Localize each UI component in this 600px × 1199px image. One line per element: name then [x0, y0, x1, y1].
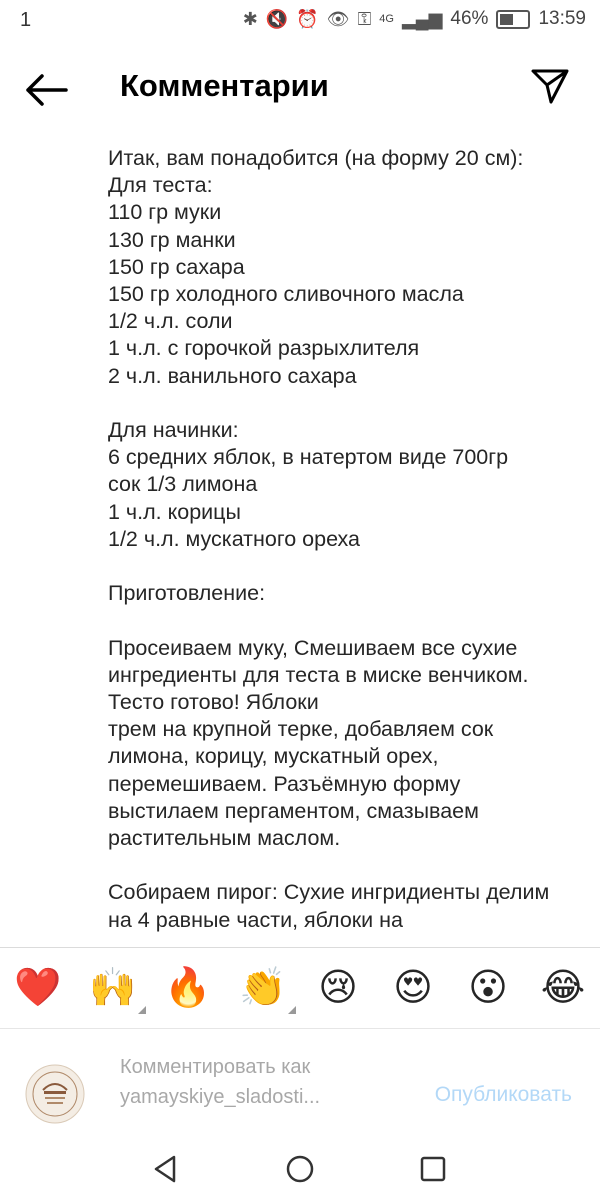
surprised-face-icon: 😮	[468, 965, 508, 1009]
raised-hands-icon: 🙌	[89, 965, 137, 1009]
nav-recents-button[interactable]	[415, 1151, 451, 1187]
clapping-hands-icon: 👏	[239, 965, 287, 1009]
avatar	[25, 1064, 85, 1124]
circle-home-icon	[282, 1151, 318, 1187]
clock: 13:59	[538, 8, 586, 29]
header	[0, 40, 600, 135]
fire-icon: 🔥	[164, 965, 212, 1009]
crying-face-icon: 😢	[318, 965, 358, 1009]
key-icon: ⚿	[357, 8, 372, 29]
battery-icon	[496, 10, 530, 29]
comment-input[interactable]	[120, 1052, 400, 1122]
heart-icon: ❤️	[14, 965, 62, 1009]
comment-text: Итак, вам понадобится (на форму 20 см): Для теста: 110 гр муки 130 гр манки 150 гр сахара 150 гр холодного сливочного масла 1/2 ч.л. соли 1 ч.л. с горочкой разрыхлителя 2 ч.л. ванильного сахара Для начинки: 6 средних яблок, в натертом виде 700гр сок 1/3 лимона 1 ч.л. корицы 1/2 ч.л. мускатного ореха Приготовление: Просеиваем муку, Смешиваем все сухие ингредиенты для теста в миске венчиком. Тесто готово! Яблоки трем на крупной терке, добавляем сок лимона, корицу, мускатный орех, перемешиваем. Разъёмную форму выстилаем пергаментом, смазываем растительным маслом. Собираем пирог: Сухие ингридиенты делим на 4 равные части, яблоки на	[108, 146, 550, 932]
nav-home-button[interactable]	[282, 1151, 318, 1187]
reaction-heart-eyes[interactable]	[388, 962, 438, 1012]
emoji-reactions-bar	[0, 947, 600, 1029]
reaction-surprised-face[interactable]	[463, 962, 513, 1012]
reaction-clapping-hands[interactable]	[238, 962, 288, 1012]
bakery-logo-icon	[25, 1064, 85, 1124]
reaction-tears-of-joy[interactable]	[538, 962, 588, 1012]
reaction-heart[interactable]	[13, 962, 63, 1012]
tears-of-joy-icon: 😂	[540, 965, 586, 1009]
network-type: 4G	[379, 13, 394, 25]
paper-plane-icon	[530, 66, 570, 106]
skin-tone-indicator	[288, 1006, 296, 1014]
reaction-fire[interactable]	[163, 962, 213, 1012]
notification-count: 1	[20, 9, 32, 31]
page-title: Комментарии	[120, 68, 329, 103]
post-button[interactable]: Опубликовать	[434, 1083, 572, 1106]
bluetooth-icon: ✱	[242, 8, 258, 29]
status-bar	[0, 0, 600, 40]
back-button[interactable]	[24, 70, 68, 110]
skin-tone-indicator	[138, 1006, 146, 1014]
signal-icon: ▂▄▆	[401, 8, 443, 29]
arrow-left-icon	[24, 70, 68, 110]
share-button[interactable]	[530, 66, 570, 106]
mute-icon: 🔇	[265, 8, 289, 29]
triangle-back-icon	[148, 1151, 184, 1187]
nav-back-button[interactable]	[148, 1151, 184, 1187]
alarm-icon: ⏰	[296, 8, 319, 29]
square-recents-icon	[415, 1151, 451, 1187]
reaction-crying-face[interactable]	[313, 962, 363, 1012]
battery-percent: 46%	[450, 8, 489, 29]
heart-eyes-icon: 😍	[393, 965, 433, 1009]
comment-composer	[0, 1028, 600, 1128]
comment-body	[108, 145, 568, 947]
system-navigation-bar	[0, 1133, 600, 1199]
reaction-raised-hands[interactable]	[88, 962, 138, 1012]
status-icons	[243, 8, 586, 30]
eye-icon: 👁	[326, 8, 350, 29]
